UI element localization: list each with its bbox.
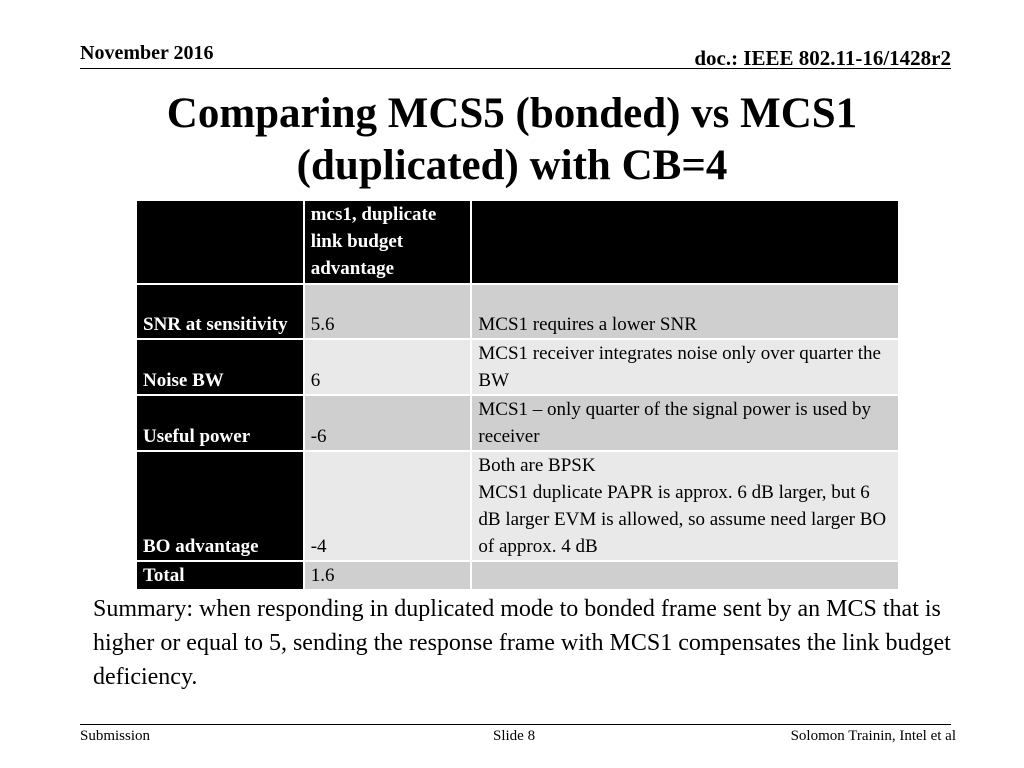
row-note [471,561,899,590]
note-line: MCS1 duplicate PAPR is approx. 6 dB larger, but 6 dB larger EVM is allowed, so assume need larger BO of approx. 4 dB [478,482,887,557]
row-note [471,339,899,395]
row-value: 1.6 [304,561,472,590]
table-header-row [136,200,899,284]
table-row [136,395,899,451]
footer-submission: Submission [80,728,151,744]
table-header-text: mcs1, duplicate link budget advantage [310,204,437,279]
header-date: November 2016 [80,42,214,64]
row-value: -6 [304,395,472,451]
table-header-cell [304,200,472,284]
row-label: BO advantage [136,451,304,561]
row-label: Total [136,561,304,590]
table-header-cell [471,200,899,284]
table-row [136,451,899,561]
row-label: SNR at sensitivity [136,284,304,339]
table-row [136,284,899,339]
row-value: 6 [304,339,472,395]
note-line: MCS1 requires a lower SNR [478,314,697,335]
row-note [471,395,899,451]
header-divider [80,68,951,69]
note-line: Both are BPSK [478,455,596,476]
row-value: -4 [304,451,472,561]
footer-authors: Solomon Trainin, Intel et al [790,728,956,744]
row-value: 5.6 [304,284,472,339]
row-note [471,451,899,561]
summary-text: Summary: when responding in duplicated mode to bonded frame sent by an MCS that is higher or equal to 5, sending the response frame with MCS1 compensates the link budget deficiency. [93,596,951,690]
row-note [471,284,899,339]
table-header-cell [136,200,304,284]
note-line: MCS1 receiver integrates noise only over quarter the BW [478,343,881,391]
table-row [136,339,899,395]
footer-slide-number: Slide 8 [493,728,536,744]
comparison-table [135,199,900,591]
note-line: MCS1 – only quarter of the signal power is used by receiver [478,399,872,447]
header-doc-id: doc.: IEEE 802.11-16/1428r2 [694,46,951,70]
table-row [136,561,899,590]
slide-title: Comparing MCS5 (bonded) vs MCS1 (duplicated) with CB=4 [166,90,858,189]
row-label: Noise BW [136,339,304,395]
footer-divider [80,724,951,725]
row-label: Useful power [136,395,304,451]
